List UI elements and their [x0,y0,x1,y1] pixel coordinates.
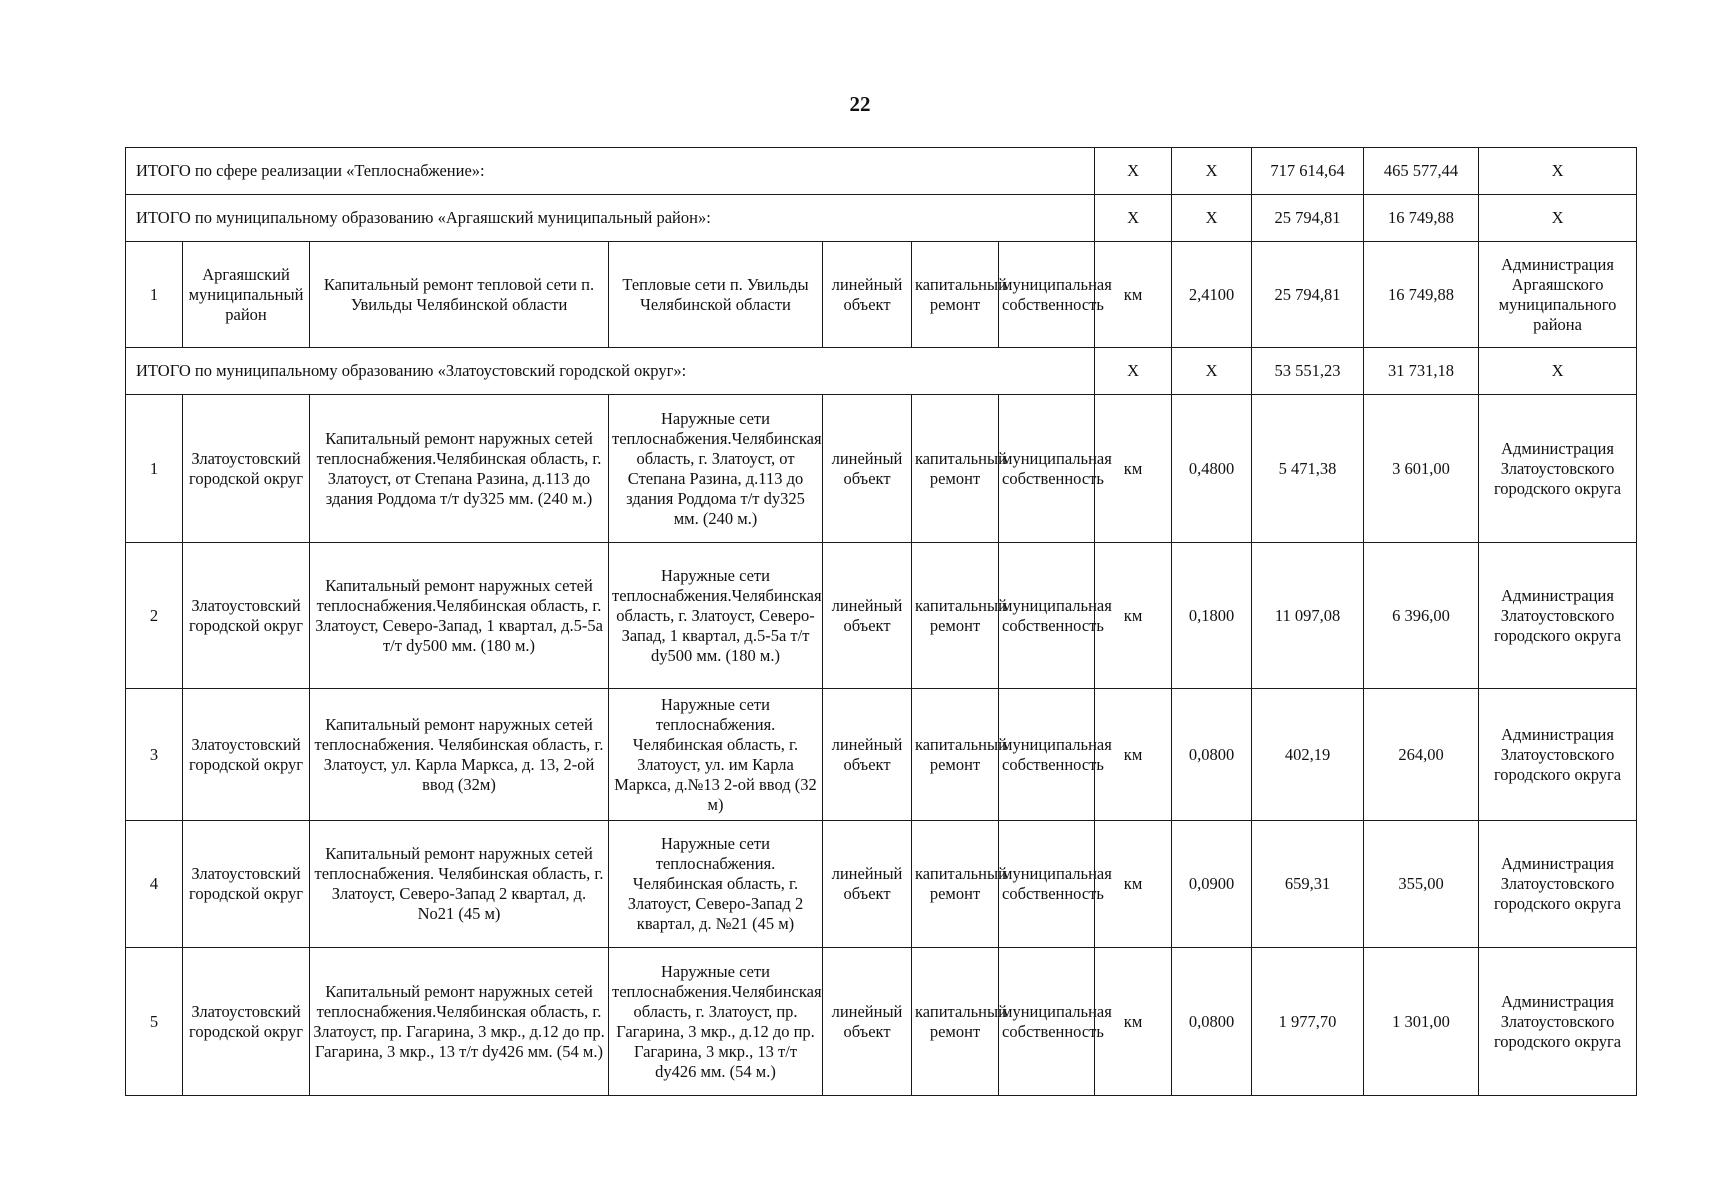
event-name: Капитальный ремонт наружных сетей теплоснабжения. Челябинская область, г. Златоуст, Северо-Запад 2 квартал, д. No21 (45 м) [310,821,609,948]
cost-total: 11 097,08 [1252,543,1364,689]
cost-total: 659,31 [1252,821,1364,948]
administrator: Администрация Аргаяшского муниципального района [1479,242,1637,348]
total-quantity-mark: X [1172,195,1252,242]
object-name: Наружные сети теплоснабжения. Челябинская область, г. Златоуст, ул. им Карла Маркса, д.№13 2-ой ввод (32 м) [609,689,823,821]
quantity: 2,4100 [1172,242,1252,348]
quantity: 0,0800 [1172,948,1252,1096]
municipality: Аргаяшский муниципальный район [183,242,310,348]
ownership: муниципальная собственность [999,543,1095,689]
object-name: Тепловые сети п. Увильды Челябинской области [609,242,823,348]
total-row-sphere [126,148,1637,195]
cost-total: 402,19 [1252,689,1364,821]
total-row-argayash [126,195,1637,242]
total-admin-mark: X [1479,348,1637,395]
table-row [126,948,1637,1096]
total-budget: 465 577,44 [1364,148,1479,195]
table-row [126,689,1637,821]
unit: км [1095,689,1172,821]
ownership: муниципальная собственность [999,948,1095,1096]
total-unit-mark: X [1095,148,1172,195]
total-cost: 25 794,81 [1252,195,1364,242]
total-cost: 53 551,23 [1252,348,1364,395]
cost-total: 5 471,38 [1252,395,1364,543]
total-label: ИТОГО по сфере реализации «Теплоснабжение»: [126,148,1095,195]
row-number: 2 [126,543,183,689]
table-row [126,395,1637,543]
municipality: Златоустовский городской округ [183,689,310,821]
event-name: Капитальный ремонт наружных сетей теплоснабжения.Челябинская область, г. Златоуст, от Степана Разина, д.113 до здания Роддома т/т dу325 мм. (240 м.) [310,395,609,543]
work-type: капитальный ремонт [912,543,999,689]
municipality: Златоустовский городской округ [183,395,310,543]
total-budget: 31 731,18 [1364,348,1479,395]
administrator: Администрация Златоустовского городского округа [1479,395,1637,543]
ownership: муниципальная собственность [999,395,1095,543]
municipality: Златоустовский городской округ [183,821,310,948]
total-admin-mark: X [1479,148,1637,195]
quantity: 0,0800 [1172,689,1252,821]
total-quantity-mark: X [1172,148,1252,195]
cost-budget: 16 749,88 [1364,242,1479,348]
administrator: Администрация Златоустовского городского округа [1479,543,1637,689]
ownership: муниципальная собственность [999,242,1095,348]
administrator: Администрация Златоустовского городского округа [1479,821,1637,948]
municipality: Златоустовский городской округ [183,543,310,689]
unit: км [1095,242,1172,348]
table-row [126,543,1637,689]
total-admin-mark: X [1479,195,1637,242]
object-name: Наружные сети теплоснабжения. Челябинская область, г. Златоуст, Северо-Запад 2 квартал, д. №21 (45 м) [609,821,823,948]
object-type: линейный объект [823,948,912,1096]
row-number: 3 [126,689,183,821]
quantity: 0,1800 [1172,543,1252,689]
total-row-zlatoust [126,348,1637,395]
event-name: Капитальный ремонт наружных сетей теплоснабжения.Челябинская область, г. Златоуст, пр. Гагарина, 3 мкр., д.12 до пр. Гагарина, 3 мкр., 13 т/т dу426 мм. (54 м.) [310,948,609,1096]
object-type: линейный объект [823,242,912,348]
administrator: Администрация Златоустовского городского округа [1479,689,1637,821]
quantity: 0,0900 [1172,821,1252,948]
total-label: ИТОГО по муниципальному образованию «Аргаяшский муниципальный район»: [126,195,1095,242]
table-row [126,242,1637,348]
quantity: 0,4800 [1172,395,1252,543]
row-number: 1 [126,242,183,348]
total-quantity-mark: X [1172,348,1252,395]
cost-budget: 1 301,00 [1364,948,1479,1096]
cost-budget: 264,00 [1364,689,1479,821]
event-name: Капитальный ремонт тепловой сети п. Увильды Челябинской области [310,242,609,348]
object-name: Наружные сети теплоснабжения.Челябинская область, г. Златоуст, пр. Гагарина, 3 мкр., д.12 до пр. Гагарина, 3 мкр., 13 т/т dу426 мм. (54 м.) [609,948,823,1096]
row-number: 5 [126,948,183,1096]
cost-budget: 3 601,00 [1364,395,1479,543]
row-number: 4 [126,821,183,948]
object-type: линейный объект [823,689,912,821]
unit: км [1095,821,1172,948]
total-label: ИТОГО по муниципальному образованию «Златоустовский городской округ»: [126,348,1095,395]
unit: км [1095,543,1172,689]
row-number: 1 [126,395,183,543]
work-type: капитальный ремонт [912,242,999,348]
total-unit-mark: X [1095,195,1172,242]
unit: км [1095,395,1172,543]
total-budget: 16 749,88 [1364,195,1479,242]
event-name: Капитальный ремонт наружных сетей теплоснабжения. Челябинская область, г. Златоуст, ул. Карла Маркса, д. 13, 2-ой ввод (32м) [310,689,609,821]
municipality: Златоустовский городской округ [183,948,310,1096]
table-row [126,821,1637,948]
total-cost: 717 614,64 [1252,148,1364,195]
total-unit-mark: X [1095,348,1172,395]
work-type: капитальный ремонт [912,948,999,1096]
work-type: капитальный ремонт [912,821,999,948]
page-number: 22 [849,92,871,116]
cost-budget: 6 396,00 [1364,543,1479,689]
object-name: Наружные сети теплоснабжения.Челябинская область, г. Златоуст, от Степана Разина, д.113 до здания Роддома т/т dу325 мм. (240 м.) [609,395,823,543]
work-type: капитальный ремонт [912,689,999,821]
ownership: муниципальная собственность [999,689,1095,821]
object-type: линейный объект [823,821,912,948]
program-table [125,147,1637,1096]
event-name: Капитальный ремонт наружных сетей теплоснабжения.Челябинская область, г. Златоуст, Северо-Запад, 1 квартал, д.5-5а т/т dу500 мм. (180 м.) [310,543,609,689]
administrator: Администрация Златоустовского городского округа [1479,948,1637,1096]
object-name: Наружные сети теплоснабжения.Челябинская область, г. Златоуст, Северо-Запад, 1 квартал, д.5-5а т/т dу500 мм. (180 м.) [609,543,823,689]
object-type: линейный объект [823,395,912,543]
unit: км [1095,948,1172,1096]
cost-total: 25 794,81 [1252,242,1364,348]
ownership: муниципальная собственность [999,821,1095,948]
cost-total: 1 977,70 [1252,948,1364,1096]
work-type: капитальный ремонт [912,395,999,543]
object-type: линейный объект [823,543,912,689]
cost-budget: 355,00 [1364,821,1479,948]
